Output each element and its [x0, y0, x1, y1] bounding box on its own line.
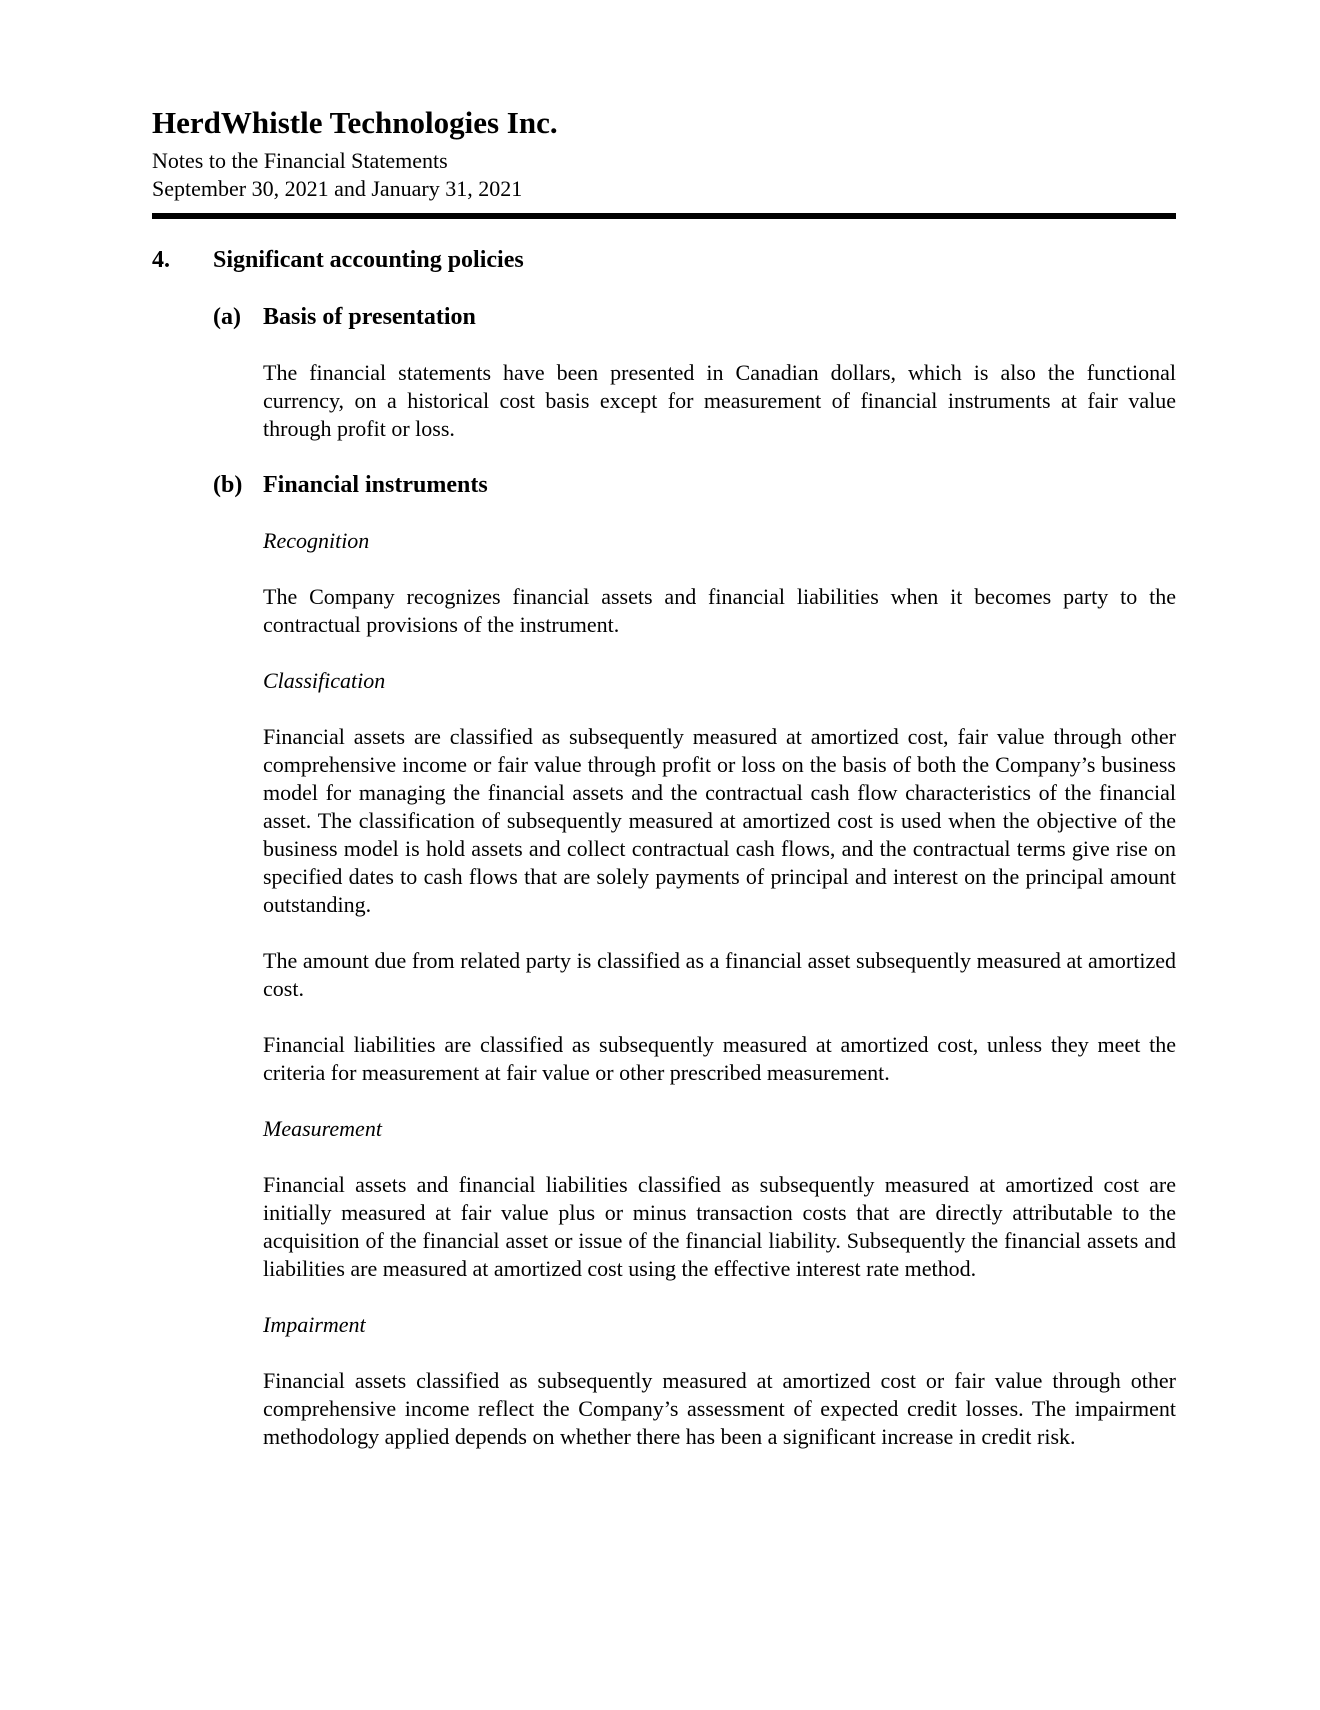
subsection-a-title: Basis of presentation	[263, 304, 476, 330]
company-name: HerdWhistle Technologies Inc.	[152, 105, 558, 140]
subheading-impairment: Impairment	[263, 1312, 366, 1337]
paragraph-classification-3: Financial liabilities are classified as subsequently measured at amortized cost, unless they meet the criteria for measurement at fair value or other prescribed measurement.	[263, 1032, 1176, 1085]
paragraph-basis-of-presentation: The financial statements have been presented in Canadian dollars, which is also the functional currency, on a historical cost basis except for measurement of financial instruments at fair value through profit or loss.	[263, 360, 1176, 441]
subsection-b-label: (b)	[213, 472, 243, 498]
subsection-a-body	[213, 359, 1176, 443]
subsection-basis-of-presentation	[152, 303, 1176, 443]
header-subtitle-dates: September 30, 2021 and January 31, 2021	[152, 176, 523, 201]
document-header	[152, 105, 1176, 219]
paragraph-impairment: Financial assets classified as subsequently measured at amortized cost or fair value through other comprehensive income reflect the Company’s assessment of expected credit losses. The impairment methodology applied depends on whether there has been a significant increase in credit risk.	[263, 1368, 1176, 1449]
subsection-b-title: Financial instruments	[263, 472, 488, 498]
subheading-classification: Classification	[263, 668, 386, 693]
section-heading	[152, 246, 1176, 274]
section-number: 4.	[152, 247, 170, 273]
section-title: Significant accounting policies	[213, 247, 524, 273]
subheading-measurement: Measurement	[263, 1116, 382, 1141]
subsection-b-heading	[213, 471, 1176, 499]
subsection-b-body	[213, 527, 1176, 1451]
paragraph-recognition: The Company recognizes financial assets and financial liabilities when it becomes party to the contractual provisions of the instrument.	[263, 584, 1176, 637]
subsection-a-label: (a)	[213, 304, 241, 330]
subsection-a-heading	[213, 303, 1176, 331]
subheading-recognition: Recognition	[263, 528, 370, 553]
paragraph-classification-1: Financial assets are classified as subsequently measured at amortized cost, fair value through other comprehensive income or fair value through profit or loss on the basis of both the Company’s business model for managing the financial assets and the contractual cash flow characteristics of the financial asset. The classification of subsequently measured at amortized cost is used when the objective of the business model is hold assets and collect contractual cash flows, and the contractual terms give rise on specified dates to cash flows that are solely payments of principal and interest on the principal amount outstanding.	[263, 724, 1176, 917]
subsection-financial-instruments	[152, 471, 1176, 1451]
paragraph-measurement: Financial assets and financial liabilities classified as subsequently measured at amortized cost are initially measured at fair value plus or minus transaction costs that are directly attributable to the acquisition of the financial asset or issue of the financial liability. Subsequently the financial assets and liabilities are measured at amortized cost using the effective interest rate method.	[263, 1172, 1176, 1281]
header-rule	[152, 213, 1176, 219]
note-section	[152, 246, 1176, 1451]
header-subtitle-notes: Notes to the Financial Statements	[152, 148, 448, 173]
paragraph-classification-2: The amount due from related party is classified as a financial asset subsequently measured at amortized cost.	[263, 948, 1176, 1001]
